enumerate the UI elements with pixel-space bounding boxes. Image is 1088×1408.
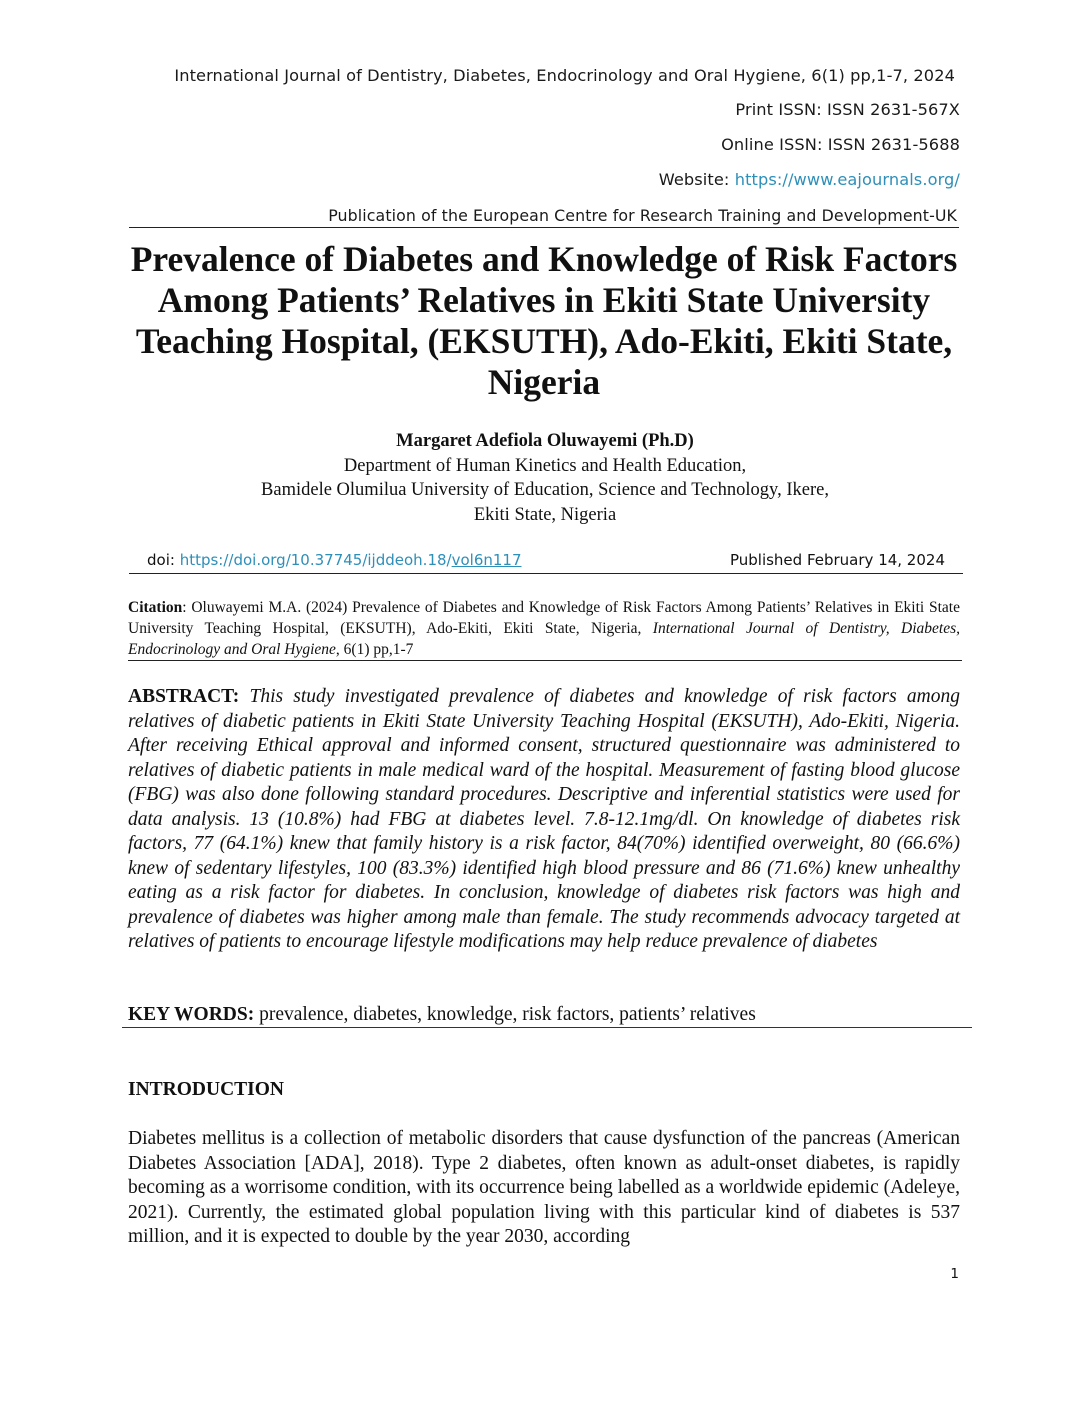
abstract-text: This study investigated prevalence of diabetes and knowledge of risk factors among relatives of diabetic patients in Ekiti State University Teaching Hospital (EKSUTH), Ado-Ekiti, Nigeria. After receiving Ethical approval and informed consent, structured questionnaire was administered to relatives of diabetic patients in male medical ward of the hospital. Measurement of fasting blood glucose (FBG) was also done following standard procedures. Descriptive and inferential statistics were used for data analysis. 13 (10.8%) had FBG at diabetes level. 7.8-12.1mg/dl. On knowledge of diabetes risk factors, 77 (64.1%) knew that family history is a risk factor, 84(70%) identified overweight, 80 (66.6%) knew of sedentary lifestyles, 100 (83.3%) identified high blood pressure and 86 (71.6%) knew unhealthy eating as a risk factor for diabetes. In conclusion, knowledge of diabetes risk factors was high and prevalence of diabetes was higher among male than female. The study recommends advocacy targeted at relatives of patients to encourage lifestyle modifications may help reduce prevalence of diabetes <box>128 686 960 952</box>
doi-divider <box>129 573 963 574</box>
published-date: Published February 14, 2024 <box>729 551 945 569</box>
header-divider <box>129 227 959 228</box>
keywords <box>128 1003 960 1027</box>
author-location: Ekiti State, Nigeria <box>473 504 617 525</box>
website-label: Website: <box>658 170 735 189</box>
introduction-heading: INTRODUCTION <box>128 1079 285 1100</box>
page-number: 1 <box>950 1266 959 1282</box>
doi-row <box>129 549 963 575</box>
author-institution: Bamidele Olumilua University of Education, Science and Technology, Ikere, <box>261 480 829 500</box>
author-block <box>130 429 960 527</box>
citation <box>128 597 960 660</box>
author-department: Department of Human Kinetics and Health Education, <box>343 455 747 476</box>
journal-header: International Journal of Dentistry, Diabetes, Endocrinology and Oral Hygiene, 6(1) pp,1-7, 2024 <box>174 66 955 85</box>
citation-tail: , 6(1) pp,1-7 <box>335 641 414 658</box>
doi-link[interactable]: https://doi.org/10.37745/ijddeoh.18/ <box>179 551 452 569</box>
abstract-label: ABSTRACT: <box>128 686 240 707</box>
author-name: Margaret Adefiola Oluwayemi (Ph.D) <box>396 431 694 451</box>
keywords-label: KEY WORDS: <box>128 1004 255 1025</box>
citation-journal: International Journal of Dentistry, Diabetes, Endocrinology and Oral Hygiene <box>128 620 960 658</box>
publication-line: Publication of the European Centre for Research Training and Development-UK <box>328 206 957 225</box>
citation-label: Citation <box>128 599 183 616</box>
doi-link-tail[interactable]: vol6n117 <box>451 551 522 569</box>
website-line <box>659 170 960 189</box>
keywords-divider <box>122 1027 972 1028</box>
online-issn: Online ISSN: ISSN 2631-5688 <box>721 135 960 154</box>
citation-text: : Oluwayemi M.A. (2024) Prevalence of Diabetes and Knowledge of Risk Factors Among Patients’ Relatives in Ekiti State University Teaching Hospital, (EKSUTH), Ado-Ekiti, Ekiti State, Nigeria, <box>128 599 960 637</box>
citation-divider <box>128 660 962 661</box>
paper-title: Prevalence of Diabetes and Knowledge of Risk Factors Among Patients’ Relatives in Ekiti State University Teaching Hospital, (EKSUTH), Ado-Ekiti, Ekiti State, Nigeria <box>130 239 958 402</box>
doi-line <box>147 551 522 569</box>
introduction-paragraph: Diabetes mellitus is a collection of metabolic disorders that cause dysfunction of the pancreas (American Diabetes Association [ADA], 2018). Type 2 diabetes, often known as adult-onset diabetes, is rapidly becoming as a worrisome condition, with its occurrence being labelled as a worldwide epidemic (Adeleye, 2021). Currently, the estimated global population living with this particular kind of diabetes is 537 million, and it is expected to double by the year 2030, according <box>128 1128 960 1247</box>
print-issn: Print ISSN: ISSN 2631-567X <box>735 100 960 119</box>
doi-label: doi: <box>147 551 180 569</box>
website-link[interactable]: https://www.eajournals.org/ <box>734 170 960 189</box>
abstract <box>128 685 960 955</box>
keywords-text: prevalence, diabetes, knowledge, risk factors, patients’ relatives <box>254 1004 756 1025</box>
